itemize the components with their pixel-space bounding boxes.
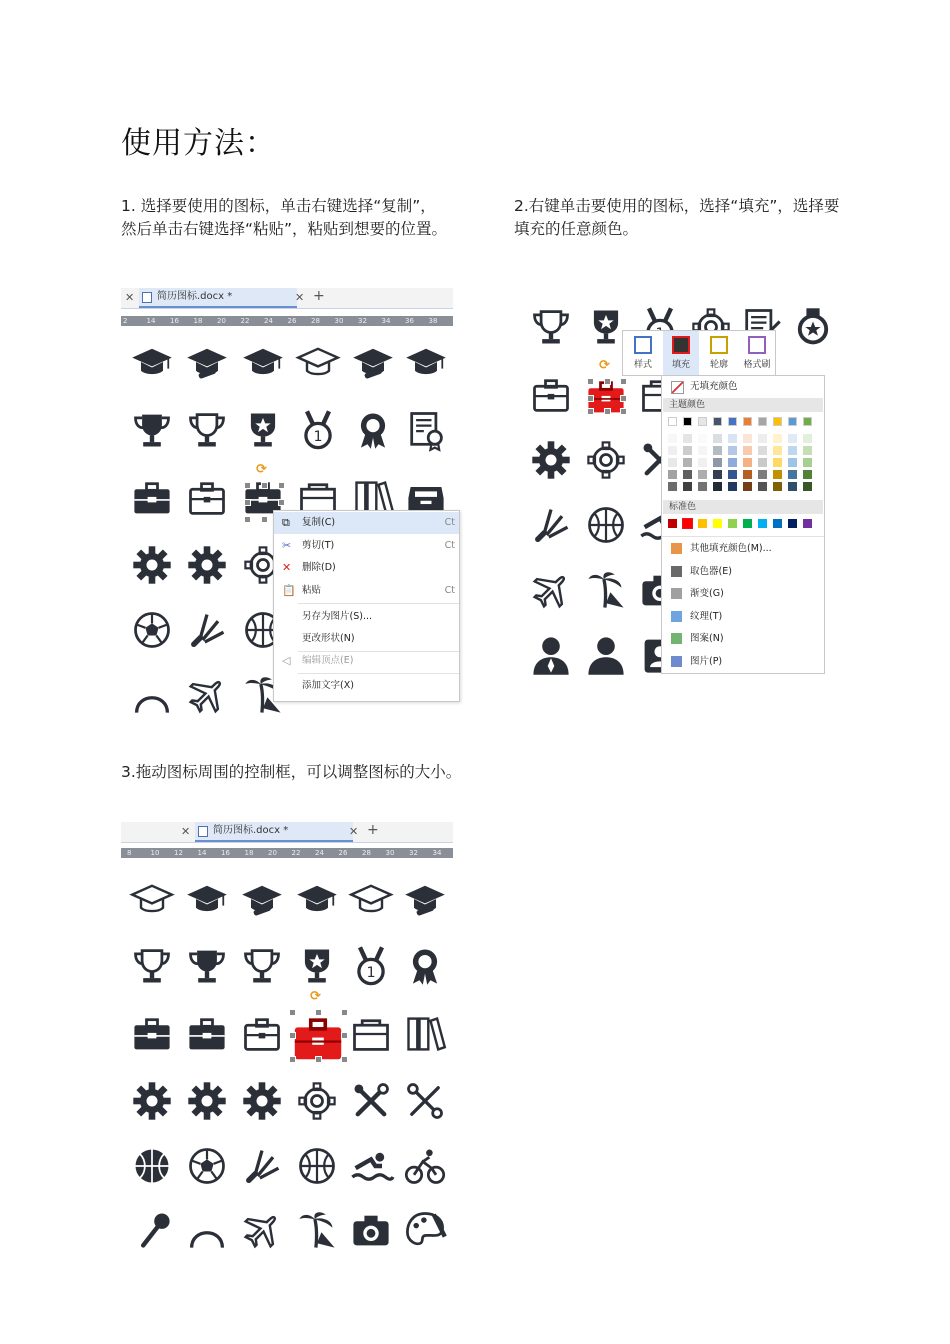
context-menu-label: 剪切(T) (302, 540, 335, 551)
ruler-tick-label: 12 (174, 849, 183, 857)
step-1-text (121, 195, 447, 241)
graduation-cap-icon[interactable] (351, 340, 395, 384)
theme-shade-swatch[interactable] (743, 434, 752, 443)
theme-shade-swatch[interactable] (803, 446, 812, 455)
briefcase-icon[interactable] (130, 1012, 174, 1056)
format-toolbar (622, 330, 776, 376)
resize-handle[interactable] (315, 1056, 322, 1063)
toolbar-label: 样式 (633, 360, 652, 370)
tab-close-icon[interactable]: ✕ (349, 825, 359, 838)
briefcase-icon[interactable] (185, 1012, 229, 1056)
person-icon[interactable] (584, 633, 628, 677)
context-menu-label: 另存为图片(S)... (302, 611, 373, 622)
document-tab[interactable] (139, 288, 297, 308)
context-menu-label: 添加文字(X) (302, 680, 354, 691)
toolbar-button[interactable] (701, 331, 737, 375)
theme-shade-swatch[interactable] (668, 470, 677, 479)
theme-shade-swatch[interactable] (773, 434, 782, 443)
menu-separator (662, 536, 824, 537)
shuttlecock-icon[interactable] (529, 503, 573, 547)
binders-icon[interactable] (403, 1012, 447, 1056)
person-icon[interactable] (130, 673, 174, 717)
trophy-icon[interactable] (185, 944, 229, 988)
theme-shade-swatch[interactable] (713, 470, 722, 479)
picture-icon (671, 656, 682, 667)
fill-menu-item[interactable] (662, 606, 824, 628)
theme-shade-swatch[interactable] (728, 458, 737, 467)
briefcase-icon[interactable] (130, 476, 174, 520)
graduation-cap-icon[interactable] (240, 877, 284, 921)
no-fill-option[interactable] (662, 376, 824, 398)
resize-handle[interactable] (261, 482, 268, 489)
basketball-icon[interactable] (295, 1144, 339, 1188)
gear-icon[interactable] (130, 1079, 174, 1123)
ruler-tick-label: 34 (432, 849, 442, 857)
theme-shade-swatch[interactable] (728, 434, 737, 443)
bicycle-icon[interactable] (403, 1144, 447, 1188)
resize-handle[interactable] (620, 395, 627, 402)
resize-handle[interactable] (341, 1032, 348, 1039)
gear-icon[interactable] (185, 543, 229, 587)
medal-icon[interactable] (349, 944, 393, 988)
ruler-tick-label: 2 (123, 317, 128, 325)
context-menu-item[interactable] (274, 650, 459, 672)
menu-separator (298, 673, 459, 674)
eyedropper-icon (671, 566, 682, 577)
standard-color-swatch[interactable] (743, 519, 752, 528)
copy-icon: ⧉ (282, 516, 290, 529)
theme-shade-swatch[interactable] (713, 482, 722, 491)
fill-menu-label: 图片(P) (690, 656, 723, 667)
soccer-ball-icon[interactable] (185, 1144, 229, 1188)
fill-color-dropdown (661, 375, 825, 674)
tab-bar (121, 822, 453, 843)
step-1-line-2: 然后单击右键选择“粘贴”，粘贴到想要的位置。 (121, 220, 448, 238)
theme-shade-swatch[interactable] (743, 470, 752, 479)
step-1-line-1: 1. 选择要使用的图标，单击右键选择“复制”， (121, 197, 436, 215)
theme-shade-swatch[interactable] (758, 458, 767, 467)
theme-color-swatch[interactable] (788, 417, 797, 426)
no-fill-label: 无填充颜色 (690, 381, 738, 392)
context-menu (273, 510, 460, 702)
document-icon (142, 292, 152, 303)
fill-menu-item[interactable] (662, 628, 824, 650)
screenshot-copy-paste (121, 288, 453, 698)
standard-colors-header: 标准色 (663, 500, 823, 514)
document-tab[interactable] (195, 822, 353, 842)
format-painter-icon (748, 336, 766, 354)
trophy-star-icon[interactable] (241, 408, 285, 452)
screenshot-resize (121, 822, 453, 1232)
resize-handle[interactable] (315, 1009, 322, 1016)
theme-shade-swatch[interactable] (803, 470, 812, 479)
resize-handle[interactable] (289, 1056, 296, 1063)
standard-color-swatch[interactable] (713, 519, 722, 528)
rotate-handle-icon[interactable]: ⟳ (256, 462, 267, 477)
theme-shade-swatch[interactable] (698, 482, 707, 491)
more-colors-icon (671, 543, 682, 554)
context-menu-item[interactable] (274, 606, 459, 628)
theme-shade-swatch[interactable] (728, 446, 737, 455)
resize-handle[interactable] (261, 516, 268, 523)
tab-bar (121, 288, 453, 309)
document-icon (198, 826, 208, 837)
theme-shade-swatch[interactable] (788, 482, 797, 491)
ruler-tick-label: 14 (146, 317, 156, 325)
basketball-icon[interactable] (584, 503, 628, 547)
ruler-tick-label: 28 (311, 317, 320, 325)
document-tab-label: 简历图标.docx * (157, 291, 233, 302)
standard-color-swatch[interactable] (668, 519, 677, 528)
resize-handle[interactable] (278, 499, 285, 506)
outline-icon (710, 336, 728, 354)
soccer-ball-icon[interactable] (130, 608, 174, 652)
theme-shade-swatch[interactable] (713, 458, 722, 467)
trophy-icon[interactable] (185, 408, 229, 452)
toolbar-button[interactable] (625, 331, 661, 375)
resize-handle[interactable] (587, 408, 594, 415)
ruler-tick-label: 24 (264, 317, 273, 325)
ruler-tick-label: 28 (362, 849, 371, 857)
fill-icon (672, 336, 690, 354)
graduation-cap-icon[interactable] (130, 877, 174, 921)
ruler-tick-label: 32 (358, 317, 367, 325)
palm-tree-icon[interactable] (295, 1208, 339, 1252)
folder-icon[interactable] (349, 1012, 393, 1056)
texture-icon (671, 611, 682, 622)
document-tab-label: 简历图标.docx * (213, 825, 289, 836)
trophy-icon[interactable] (130, 944, 174, 988)
graduation-cap-icon[interactable] (295, 877, 339, 921)
trophy-icon[interactable] (240, 944, 284, 988)
theme-shade-swatch[interactable] (773, 482, 782, 491)
step-2-text (514, 195, 839, 241)
theme-shade-swatch[interactable] (698, 470, 707, 479)
rotate-handle-icon[interactable]: ⟳ (310, 989, 321, 1004)
theme-shade-swatch[interactable] (743, 446, 752, 455)
menu-separator (298, 603, 459, 604)
gear-icon[interactable] (295, 1079, 339, 1123)
theme-color-swatch[interactable] (683, 417, 692, 426)
resize-handle[interactable] (604, 378, 611, 385)
airplane-icon[interactable] (185, 673, 229, 717)
close-icon[interactable]: ✕ (125, 291, 135, 304)
palm-tree-icon[interactable] (584, 568, 628, 612)
gear-icon[interactable] (130, 543, 174, 587)
fill-menu-label: 其他填充颜色(M)... (690, 543, 772, 554)
toolbar-button[interactable] (663, 331, 699, 375)
ruler-tick-label: 36 (405, 317, 414, 325)
ruler-tick-label: 22 (291, 849, 301, 857)
ruler-tick-label: 8 (127, 849, 132, 857)
theme-shade-swatch[interactable] (773, 470, 782, 479)
palette-icon[interactable] (403, 1208, 447, 1252)
edit-vertex-icon: ◁ (282, 654, 291, 667)
person-tie-icon[interactable] (529, 633, 573, 677)
microphone-icon[interactable] (130, 1208, 174, 1252)
fill-menu-label: 图案(N) (690, 633, 724, 645)
toolbar-label: 格式刷 (743, 360, 771, 370)
theme-shade-swatch[interactable] (713, 434, 722, 443)
graduation-cap-icon[interactable] (403, 877, 447, 921)
tools-icon[interactable] (403, 1079, 447, 1123)
gear-icon[interactable] (584, 438, 628, 482)
resize-handle[interactable] (620, 408, 627, 415)
toolbar-label: 填充 (671, 360, 690, 370)
theme-color-swatch[interactable] (668, 417, 677, 426)
standard-color-swatch[interactable] (698, 519, 707, 528)
standard-color-swatch[interactable] (728, 519, 737, 528)
step-3-line-1: 3.拖动图标周围的控制框，可以调整图标的大小。 (121, 763, 462, 781)
toolbar-button[interactable] (739, 331, 775, 375)
fill-menu-item[interactable] (662, 583, 824, 605)
style-icon (634, 336, 652, 354)
theme-shade-swatch[interactable] (728, 482, 737, 491)
fill-menu-label: 渐变(G) (690, 588, 724, 600)
standard-color-swatch[interactable] (683, 519, 692, 528)
context-menu-item[interactable] (274, 535, 459, 557)
theme-shade-swatch[interactable] (743, 482, 752, 491)
theme-shade-swatch[interactable] (803, 458, 812, 467)
ruler-tick-label: 16 (221, 849, 230, 857)
gear-icon[interactable] (529, 438, 573, 482)
theme-shade-swatch[interactable] (668, 458, 677, 467)
graduation-cap-icon[interactable] (404, 340, 448, 384)
standard-color-swatch[interactable] (788, 519, 797, 528)
theme-color-swatch[interactable] (743, 417, 752, 426)
resize-handle[interactable] (244, 499, 251, 506)
theme-shade-swatch[interactable] (713, 446, 722, 455)
resize-handle[interactable] (244, 516, 251, 523)
ruler-tick-label: 30 (334, 317, 344, 325)
graduation-cap-icon[interactable] (185, 340, 229, 384)
shortcut-label: Ct (444, 585, 455, 596)
standard-color-swatch[interactable] (758, 519, 767, 528)
close-icon[interactable]: ✕ (181, 825, 191, 838)
theme-colors-header: 主题颜色 (663, 398, 823, 412)
ruler-tick-label: 14 (197, 849, 207, 857)
shuttlecock-icon[interactable] (185, 608, 229, 652)
theme-shade-swatch[interactable] (683, 470, 692, 479)
gear-icon[interactable] (240, 1079, 284, 1123)
ruler-tick-label: 20 (217, 317, 226, 325)
theme-shade-swatch[interactable] (683, 482, 692, 491)
badge-icon[interactable] (791, 305, 835, 349)
resize-handle[interactable] (587, 378, 594, 385)
medal-icon[interactable] (296, 408, 340, 452)
theme-color-swatch[interactable] (698, 417, 707, 426)
delete-icon: ✕ (282, 561, 292, 574)
svg-text:1: 1 (366, 965, 376, 981)
context-menu-item[interactable] (274, 580, 459, 602)
pattern-icon (671, 633, 682, 644)
trophy-icon[interactable] (130, 408, 174, 452)
graduation-cap-icon[interactable] (349, 877, 393, 921)
theme-color-swatch[interactable] (713, 417, 722, 426)
shuttlecock-icon[interactable] (240, 1144, 284, 1188)
award-rosette-icon[interactable] (351, 408, 395, 452)
fill-menu-item[interactable] (662, 651, 824, 673)
briefcase-icon[interactable] (240, 1012, 284, 1056)
theme-shade-swatch[interactable] (743, 458, 752, 467)
context-menu-label: 更改形状(N) (302, 633, 355, 644)
new-tab-icon[interactable]: + (367, 822, 379, 838)
resize-handle[interactable] (604, 408, 611, 415)
graduation-cap-icon[interactable] (185, 877, 229, 921)
new-tab-icon[interactable]: + (313, 288, 325, 304)
ruler-tick-label: 26 (287, 317, 297, 325)
theme-shade-swatch[interactable] (803, 434, 812, 443)
certificate-icon[interactable] (404, 408, 448, 452)
theme-shade-swatch[interactable] (773, 458, 782, 467)
ruler-tick-label: 22 (240, 317, 250, 325)
ruler-tick-label: 10 (150, 849, 160, 857)
ruler-tick-label: 30 (385, 849, 395, 857)
standard-color-swatch[interactable] (773, 519, 782, 528)
basketball-icon[interactable] (130, 1144, 174, 1188)
shortcut-label: Ct (444, 540, 455, 551)
theme-shade-swatch[interactable] (758, 446, 767, 455)
ruler-tick-label: 18 (244, 849, 254, 857)
gradient-icon (671, 588, 682, 599)
ruler-tick-label: 34 (381, 317, 391, 325)
ruler-tick-label: 20 (268, 849, 277, 857)
theme-shade-swatch[interactable] (788, 470, 797, 479)
theme-shade-swatch[interactable] (668, 434, 677, 443)
fill-menu-item[interactable] (662, 561, 824, 583)
theme-shade-swatch[interactable] (668, 482, 677, 491)
svg-text:1: 1 (313, 429, 323, 445)
theme-shade-swatch[interactable] (758, 482, 767, 491)
graduation-cap-icon[interactable] (296, 340, 340, 384)
paste-icon: 📋 (282, 584, 296, 597)
fill-menu-label: 取色器(E) (690, 565, 732, 577)
resize-handle[interactable] (620, 378, 627, 385)
resize-handle[interactable] (289, 1032, 296, 1039)
swimmer-icon[interactable] (349, 1144, 393, 1188)
award-rosette-icon[interactable] (403, 944, 447, 988)
theme-shade-swatch[interactable] (683, 434, 692, 443)
screenshot-fill (524, 300, 834, 680)
theme-shade-swatch[interactable] (683, 446, 692, 455)
context-menu-item[interactable] (274, 628, 459, 650)
theme-shade-swatch[interactable] (668, 446, 677, 455)
ruler-tick-label: 32 (409, 849, 418, 857)
resize-handle[interactable] (244, 482, 251, 489)
ruler-tick-label: 38 (428, 317, 438, 325)
theme-color-swatch[interactable] (773, 417, 782, 426)
theme-shade-swatch[interactable] (788, 458, 797, 467)
resize-handle[interactable] (587, 395, 594, 402)
theme-shade-swatch[interactable] (788, 434, 797, 443)
theme-shade-swatch[interactable] (758, 434, 767, 443)
tab-close-icon[interactable]: ✕ (295, 291, 305, 304)
graduation-cap-icon[interactable] (130, 340, 174, 384)
trophy-star-icon[interactable] (295, 944, 339, 988)
tools-icon[interactable] (349, 1079, 393, 1123)
graduation-cap-icon[interactable] (241, 340, 285, 384)
ruler-tick-label: 18 (193, 317, 203, 325)
gear-icon[interactable] (185, 1079, 229, 1123)
resize-handle[interactable] (289, 1009, 296, 1016)
step-2-line-2: 填充的任意颜色。 (514, 220, 639, 238)
theme-shade-swatch[interactable] (683, 458, 692, 467)
resize-handle[interactable] (341, 1009, 348, 1016)
rotate-handle-icon[interactable]: ⟳ (599, 358, 610, 373)
resize-handle[interactable] (278, 482, 285, 489)
theme-shade-swatch[interactable] (698, 458, 707, 467)
context-menu-label: 编辑顶点(E) (302, 655, 354, 666)
camera-icon[interactable] (349, 1208, 393, 1252)
airplane-icon[interactable] (240, 1208, 284, 1252)
no-fill-icon (671, 381, 684, 394)
context-menu-label: 删除(D) (302, 562, 336, 573)
theme-color-swatch[interactable] (758, 417, 767, 426)
standard-color-swatch[interactable] (803, 519, 812, 528)
theme-shade-swatch[interactable] (773, 446, 782, 455)
cut-icon: ✂ (282, 539, 292, 552)
shortcut-label: Ct (444, 517, 455, 528)
ruler-tick-label: 26 (338, 849, 348, 857)
context-menu-item[interactable] (274, 675, 459, 697)
briefcase-icon[interactable] (185, 476, 229, 520)
theme-shade-swatch[interactable] (728, 470, 737, 479)
airplane-icon[interactable] (529, 568, 573, 612)
step-3-text (121, 761, 461, 784)
fill-menu-label: 纹理(T) (690, 610, 723, 622)
ruler (121, 848, 453, 858)
ruler-tick-label: 24 (315, 849, 324, 857)
context-menu-label: 粘贴 (302, 585, 322, 596)
resize-handle[interactable] (341, 1056, 348, 1063)
toolbar-label: 轮廓 (709, 360, 728, 370)
theme-shade-swatch[interactable] (803, 482, 812, 491)
person-icon[interactable] (185, 1208, 229, 1252)
theme-shade-swatch[interactable] (698, 434, 707, 443)
briefcase-icon[interactable] (529, 373, 573, 417)
trophy-icon[interactable] (529, 305, 573, 349)
theme-shade-swatch[interactable] (758, 470, 767, 479)
context-menu-item[interactable] (274, 512, 459, 534)
theme-shade-swatch[interactable] (788, 446, 797, 455)
theme-color-swatch[interactable] (803, 417, 812, 426)
ruler (121, 316, 453, 326)
context-menu-item[interactable] (274, 557, 459, 579)
page-title: 使用方法： (121, 126, 276, 161)
context-menu-label: 复制(C) (302, 517, 336, 528)
fill-menu-item[interactable] (662, 538, 824, 560)
ruler-tick-label: 16 (170, 317, 179, 325)
step-2-line-1: 2.右键单击要使用的图标，选择“填充”，选择要 (514, 197, 840, 215)
theme-color-swatch[interactable] (728, 417, 737, 426)
theme-shade-swatch[interactable] (698, 446, 707, 455)
